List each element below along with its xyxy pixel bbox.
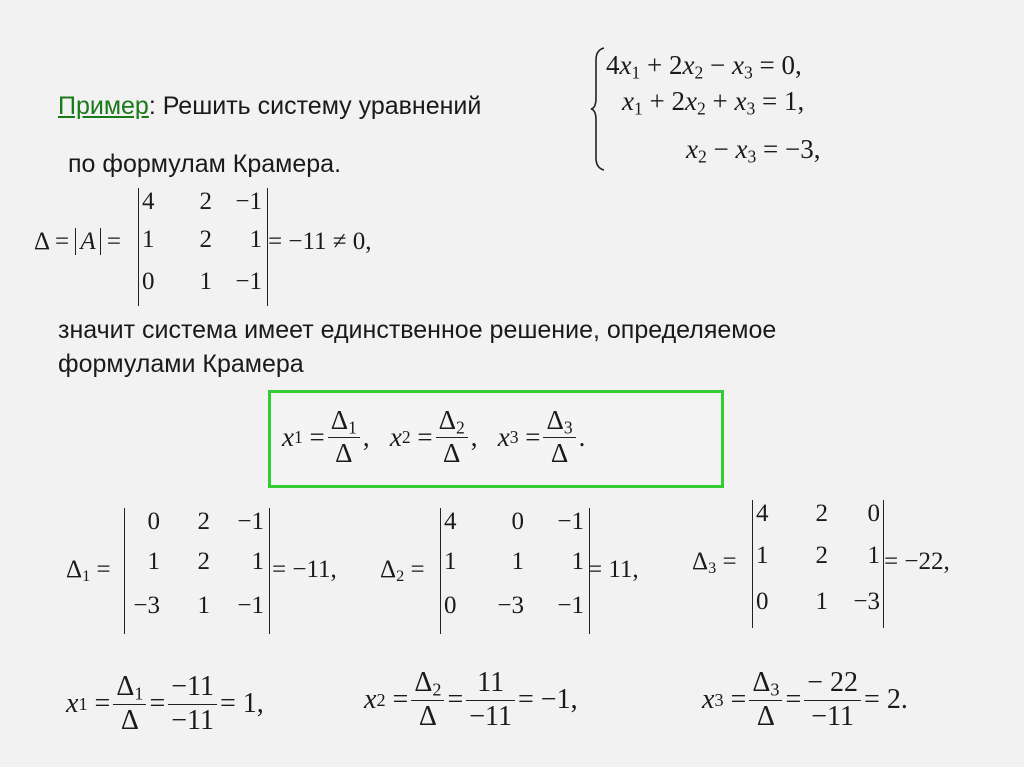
det-cell: 2 — [197, 508, 210, 535]
delta2-label: $\Delta_2$ = — [380, 556, 425, 586]
det-cell: −1 — [235, 268, 262, 295]
det-cell: −1 — [237, 592, 264, 619]
delta1-result: = −11, — [272, 556, 337, 583]
delta3-label: $\Delta_3$ = — [692, 548, 737, 578]
delta2-matrix — [440, 508, 588, 634]
det-cell: −3 — [133, 592, 160, 619]
det-cell: −1 — [557, 508, 584, 535]
delta1-label: $\Delta_1$ = — [66, 556, 111, 586]
det-cell: 1 — [197, 592, 210, 619]
solution-x1: x 1 = $\frac{\Delta_1}{\Delta}$ = $\frac{-11}{-11}$ = 1, — [66, 670, 264, 737]
main-det-prefix: Δ = A = — [34, 228, 121, 255]
det-cell: 1 — [142, 226, 155, 253]
main-det-matrix — [138, 188, 266, 306]
delta3-result: = −22, — [884, 548, 950, 575]
det-cell: −1 — [235, 188, 262, 215]
det-cell: 2 — [815, 500, 828, 527]
delta1-matrix — [124, 508, 268, 634]
det-cell: 1 — [199, 268, 212, 295]
det-cell: 0 — [147, 508, 160, 535]
det-cell: 0 — [867, 500, 880, 527]
det-cell: −3 — [853, 588, 880, 615]
det-cell: 1 — [251, 548, 264, 575]
solution-x2: x 2 = $\frac{\Delta_2}{\Delta}$ = $\frac{11}{-11}$ = −1, — [364, 666, 578, 733]
det-cell: 0 — [511, 508, 524, 535]
det-cell: 1 — [249, 226, 262, 253]
conclusion-line2: формулами Крамера — [58, 350, 304, 378]
det-cell: −1 — [237, 508, 264, 535]
det-cell: 0 — [756, 588, 769, 615]
det-cell: 2 — [815, 542, 828, 569]
system-brace — [590, 46, 606, 172]
conclusion-line1: значит система имеет единственное решение, определяемое — [58, 316, 777, 344]
det-cell: −1 — [557, 592, 584, 619]
det-cell: 1 — [444, 548, 457, 575]
det-cell: 1 — [815, 588, 828, 615]
system-eq-1: $4x_1 + 2x_2 - x_3 = 0$, — [606, 50, 802, 83]
solution-x3: x 3 = $\frac{\Delta_3}{\Delta}$ = $\frac{- 22}{-11}$ = 2. — [702, 666, 908, 733]
det-cell: 1 — [571, 548, 584, 575]
det-cell: 4 — [142, 188, 155, 215]
det-cell: 1 — [511, 548, 524, 575]
det-cell: 4 — [756, 500, 769, 527]
det-cell: 0 — [444, 592, 457, 619]
main-det-result: = −11 ≠ 0, — [268, 228, 372, 255]
delta2-result: = 11, — [588, 556, 639, 583]
det-cell: 1 — [867, 542, 880, 569]
det-cell: 2 — [199, 226, 212, 253]
system-eq-2: $x_1 + 2x_2 + x_3 = 1$, — [622, 86, 805, 119]
example-label: Пример — [58, 92, 149, 120]
det-cell: 1 — [147, 548, 160, 575]
example-heading — [58, 92, 481, 121]
det-cell: 1 — [756, 542, 769, 569]
task-text-line2: по формулам Крамера. — [68, 150, 342, 178]
det-cell: 0 — [142, 268, 155, 295]
det-cell: 2 — [199, 188, 212, 215]
det-cell: 4 — [444, 508, 457, 535]
det-cell: −3 — [497, 592, 524, 619]
det-cell: 2 — [197, 548, 210, 575]
cramer-formulas: x 1 = $\frac{\Delta_1}{\Delta}$ , x 2 = $\frac{\Delta_2}{\Delta}$ , x 3 = $\frac{\Delta_3}{\Delta}$ . — [282, 404, 586, 469]
delta3-matrix — [752, 500, 882, 628]
system-eq-3: $x_2 - x_3 = -3$, — [686, 134, 821, 167]
task-text: : Решить систему уравнений — [148, 92, 482, 120]
